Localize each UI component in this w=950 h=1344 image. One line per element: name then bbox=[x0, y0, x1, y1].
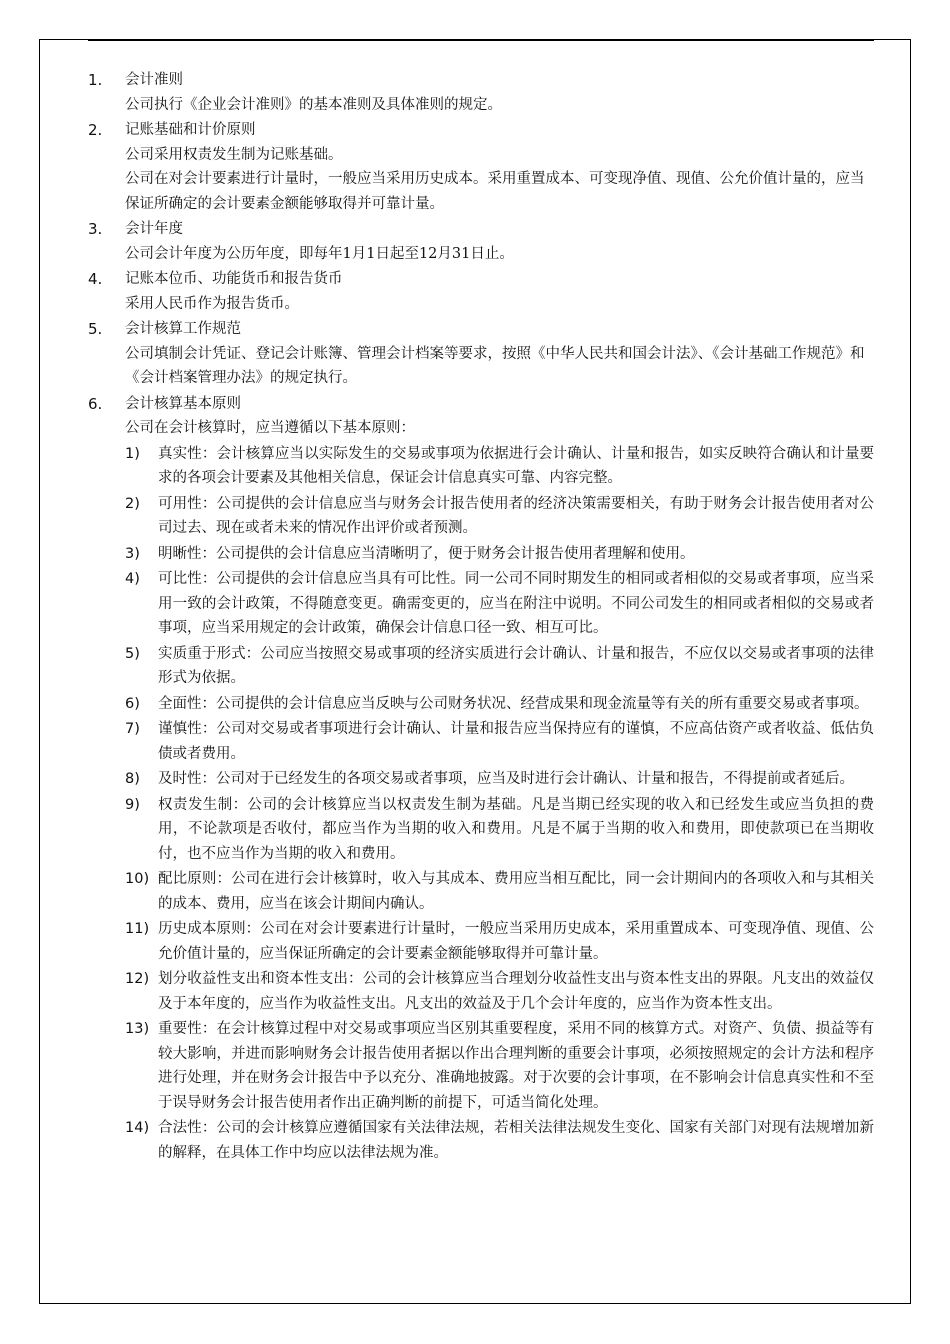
section-body bbox=[125, 217, 874, 266]
principle-text: 权责发生制：公司的会计核算应当以权责发生制为基础。凡是当期已经实现的收入和已经发生或应当负担的费用，不论款项是否收付，都应当作为当期的收入和费用。凡是不属于当期的收入和费用，即使款项已在当期收付，也不应当作为当期的收入和费用。 bbox=[158, 796, 874, 862]
principle-number: 3) bbox=[125, 545, 140, 562]
section-title: 记账基础和计价原则 bbox=[125, 122, 256, 138]
principle-number: 5) bbox=[125, 645, 140, 662]
principle-item bbox=[125, 867, 874, 916]
section-body bbox=[125, 392, 874, 1166]
principle-text: 谨慎性：公司对交易或者事项进行会计确认、计量和报告应当保持应有的谨慎，不应高估资产或者收益、低估负债或者费用。 bbox=[158, 721, 874, 762]
section-6 bbox=[88, 392, 874, 1166]
principle-number: 2) bbox=[125, 495, 140, 512]
principle-number: 14) bbox=[125, 1120, 150, 1136]
principle-text: 划分收益性支出和资本性支出：公司的会计核算应当合理划分收益性支出与资本性支出的界限。凡支出的效益仅及于本年度的，应当作为收益性支出。凡支出的效益及于几个会计年度的，应当作为资本性支出。 bbox=[158, 971, 874, 1012]
section-number: 3. bbox=[88, 220, 103, 238]
principle-text: 及时性：公司对于已经发生的各项交易或者事项，应当及时进行会计确认、计量和报告，不得提前或者延后。 bbox=[158, 771, 854, 787]
header-rule bbox=[88, 40, 874, 41]
section-number: 6. bbox=[88, 394, 103, 413]
section-body bbox=[125, 267, 874, 316]
section-body bbox=[125, 317, 874, 391]
principle-item bbox=[125, 1116, 874, 1165]
principle-number: 8) bbox=[125, 771, 140, 787]
principle-item bbox=[125, 967, 874, 1016]
principle-item bbox=[125, 492, 874, 541]
principle-text: 实质重于形式：公司应当按照交易或事项的经济实质进行会计确认、计量和报告，不应仅以交易或者事项的法律形式为依据。 bbox=[158, 645, 874, 686]
principle-item bbox=[125, 767, 874, 792]
principle-text: 合法性：公司的会计核算应遵循国家有关法律法规，若相关法律法规发生变化、国家有关部门对现有法规增加新的解释，在具体工作中均应以法律法规为准。 bbox=[158, 1120, 874, 1161]
section-number: 5. bbox=[88, 320, 103, 338]
document-body bbox=[88, 68, 874, 1165]
principle-item bbox=[125, 692, 874, 717]
section-5 bbox=[88, 317, 874, 391]
section-paragraph: 公司执行《企业会计准则》的基本准则及具体准则的规定。 bbox=[125, 96, 502, 113]
section-body bbox=[125, 118, 874, 216]
principle-item bbox=[125, 442, 874, 491]
principle-number: 6) bbox=[125, 695, 140, 712]
principle-text: 历史成本原则：公司在对会计要素进行计量时，一般应当采用历史成本，采用重置成本、可变现净值、现值、公允价值计量的，应当保证所确定的会计要素金额能够取得并可靠计量。 bbox=[158, 921, 874, 962]
section-body bbox=[125, 68, 874, 117]
section-3 bbox=[88, 217, 874, 266]
principle-number: 11) bbox=[125, 921, 150, 937]
principle-text: 真实性：会计核算应当以实际发生的交易或事项为依据进行会计确认、计量和报告，如实反映符合确认和计量要求的各项会计要素及其他相关信息，保证会计信息真实可靠、内容完整。 bbox=[158, 445, 874, 486]
principle-item bbox=[125, 793, 874, 867]
principle-number: 4) bbox=[125, 571, 140, 587]
section-title: 会计核算基本原则 bbox=[125, 395, 241, 412]
principle-text: 可比性：公司提供的会计信息应当具有可比性。同一公司不同时期发生的相同或者相似的交易或者事项，应当采用一致的会计政策，不得随意变更。确需变更的，应当在附注中说明。不同公司发生的相同或者相似的交易或者事项，应当采用规定的会计政策，确保会计信息口径一致、相互可比。 bbox=[158, 571, 874, 636]
principle-number: 9) bbox=[125, 796, 140, 813]
section-title: 会计年度 bbox=[125, 221, 183, 237]
principle-text: 配比原则：公司在进行会计核算时，收入与其成本、费用应当相互配比，同一会计期间内的各项收入和与其相关的成本、费用，应当在该会计期间内确认。 bbox=[158, 871, 874, 912]
section-4 bbox=[88, 267, 874, 316]
principle-item bbox=[125, 542, 874, 567]
section-number: 4. bbox=[88, 270, 103, 288]
section-paragraph: 公司会计年度为公历年度，即每年1月1日起至12月31日止。 bbox=[125, 245, 514, 262]
principle-number: 7) bbox=[125, 721, 140, 737]
principle-number: 1) bbox=[125, 445, 140, 462]
principle-item bbox=[125, 1017, 874, 1115]
section-number: 2. bbox=[88, 121, 103, 139]
principle-number: 12) bbox=[125, 971, 150, 987]
section-paragraph: 公司填制会计凭证、登记会计账簿、管理会计档案等要求，按照《中华人民共和国会计法》、《会计基础工作规范》和《会计档案管理办法》的规定执行。 bbox=[125, 345, 865, 386]
section-title: 会计核算工作规范 bbox=[125, 321, 241, 337]
section-paragraph: 采用人民币作为报告货币。 bbox=[125, 295, 299, 312]
principle-text: 可用性：公司提供的会计信息应当与财务会计报告使用者的经济决策需要相关，有助于财务会计报告使用者对公司过去、现在或者未来的情况作出评价或者预测。 bbox=[158, 495, 874, 536]
principle-number: 13) bbox=[125, 1021, 150, 1037]
principle-text: 重要性：在会计核算过程中对交易或事项应当区别其重要程度，采用不同的核算方式。对资产、负债、损益等有较大影响，并进而影响财务会计报告使用者据以作出合理判断的重要会计事项，必须按照规定的会计方法和程序进行处理，并在财务会计报告中予以充分、准确地披露。对于次要的会计事项，在不影响会计信息真实性和不至于误导财务会计报告使用者作出正确判断的前提下，可适当简化处理。 bbox=[158, 1021, 874, 1111]
section-title: 会计准则 bbox=[125, 72, 183, 88]
section-2 bbox=[88, 118, 874, 216]
principle-text: 全面性：公司提供的会计信息应当反映与公司财务状况、经营成果和现金流量等有关的所有重要交易或者事项。 bbox=[158, 695, 869, 712]
section-number: 1. bbox=[88, 71, 103, 89]
principle-item bbox=[125, 917, 874, 966]
section-title: 记账本位币、功能货币和报告货币 bbox=[125, 271, 343, 287]
section-paragraph: 公司在会计核算时，应当遵循以下基本原则： bbox=[125, 420, 415, 436]
principle-item bbox=[125, 567, 874, 641]
principle-item bbox=[125, 717, 874, 766]
principle-number: 10) bbox=[125, 871, 150, 887]
section-paragraph: 公司采用权责发生制为记账基础。 bbox=[125, 146, 343, 163]
principle-item bbox=[125, 642, 874, 691]
section-1 bbox=[88, 68, 874, 117]
principle-text: 明晰性：公司提供的会计信息应当清晰明了，便于财务会计报告使用者理解和使用。 bbox=[158, 545, 695, 562]
section-paragraph: 公司在对会计要素进行计量时，一般应当采用历史成本。采用重置成本、可变现净值、现值、公允价值计量的，应当保证所确定的会计要素金额能够取得并可靠计量。 bbox=[125, 171, 865, 212]
